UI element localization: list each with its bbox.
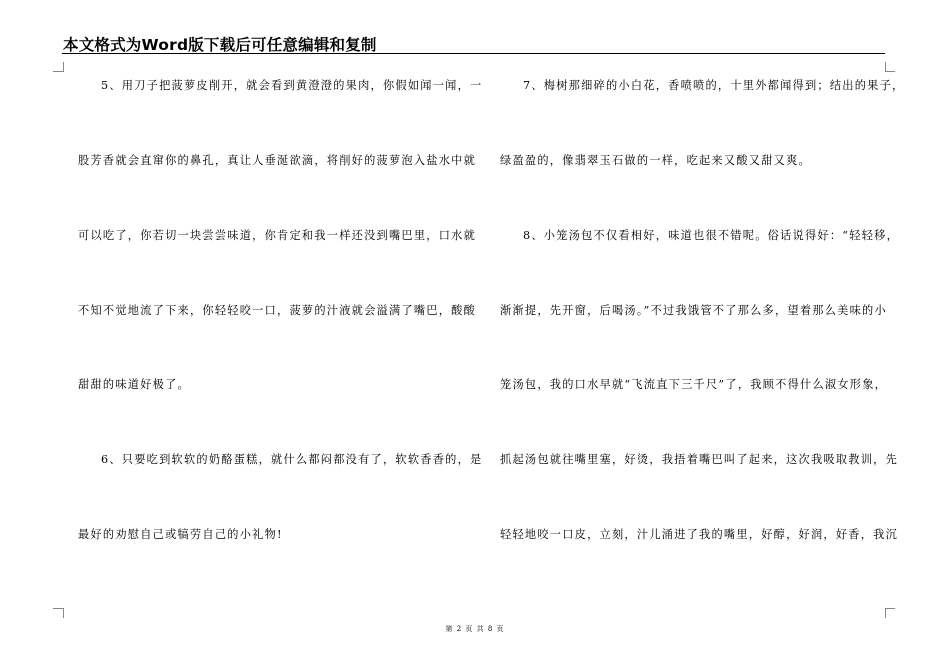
corner-mark-top-left xyxy=(63,62,64,72)
paragraph-line: 渐渐提，先开窗，后喝汤。”不过我饿管不了那么多，望着那么美味的小 xyxy=(500,304,887,317)
corner-mark-top-left xyxy=(53,71,63,72)
corner-mark-bottom-left xyxy=(53,608,63,609)
paragraph-line: 笼汤包，我的口水早就“飞流直下三千尺”了，我顾不得什么淑女形象， xyxy=(500,378,888,391)
paragraph-line: 轻轻地咬一口皮，立刻，汁儿涌进了我的嘴里，好醇，好润，好香，我沉 xyxy=(500,528,899,541)
document-header-title: 本文格式为Word版下载后可任意编辑和复制 xyxy=(63,36,377,54)
corner-mark-bottom-right xyxy=(885,608,886,618)
paragraph-line: 5、用刀子把菠萝皮削开，就会看到黄澄澄的果肉，你假如闻一闻，一 xyxy=(101,79,483,92)
page-number: 第 2 页 共 8 页 xyxy=(445,625,505,633)
corner-mark-bottom-right xyxy=(885,608,895,609)
corner-mark-top-right xyxy=(885,71,895,72)
paragraph-line: 不知不觉地流了下来，你轻轻咬一口，菠萝的汁液就会溢满了嘴巴，酸酸 xyxy=(78,304,477,317)
paragraph-line: 最好的劝慰自己或犒劳自己的小礼物! xyxy=(78,528,283,541)
header-rule xyxy=(62,53,885,54)
paragraph-line: 6、只要吃到软软的奶酪蛋糕，就什么都闷都没有了，软软香香的，是 xyxy=(101,453,483,466)
paragraph-line: 甜甜的味道好极了。 xyxy=(78,378,190,391)
paragraph-line: 可以吃了，你若切一块尝尝味道，你肯定和我一样还没到嘴巴里，口水就 xyxy=(78,229,477,242)
paragraph-line: 绿盈盈的，像翡翠玉石做的一样，吃起来又酸又甜又爽。 xyxy=(500,154,811,167)
paragraph-line: 股芳香就会直窜你的鼻孔，真让人垂涎欲滴，将削好的菠萝泡入盐水中就 xyxy=(78,154,477,167)
paragraph-line: 7、梅树那细碎的小白花，香喷喷的，十里外都闻得到；结出的果子， xyxy=(523,79,905,92)
corner-mark-bottom-left xyxy=(63,608,64,618)
paragraph-line: 抓起汤包就往嘴里塞，好烫，我捂着嘴巴叫了起来，这次我吸取教训，先 xyxy=(500,453,899,466)
paragraph-line: 8、小笼汤包不仅看相好，味道也很不错呢。俗话说得好：“轻轻移， xyxy=(523,229,900,242)
